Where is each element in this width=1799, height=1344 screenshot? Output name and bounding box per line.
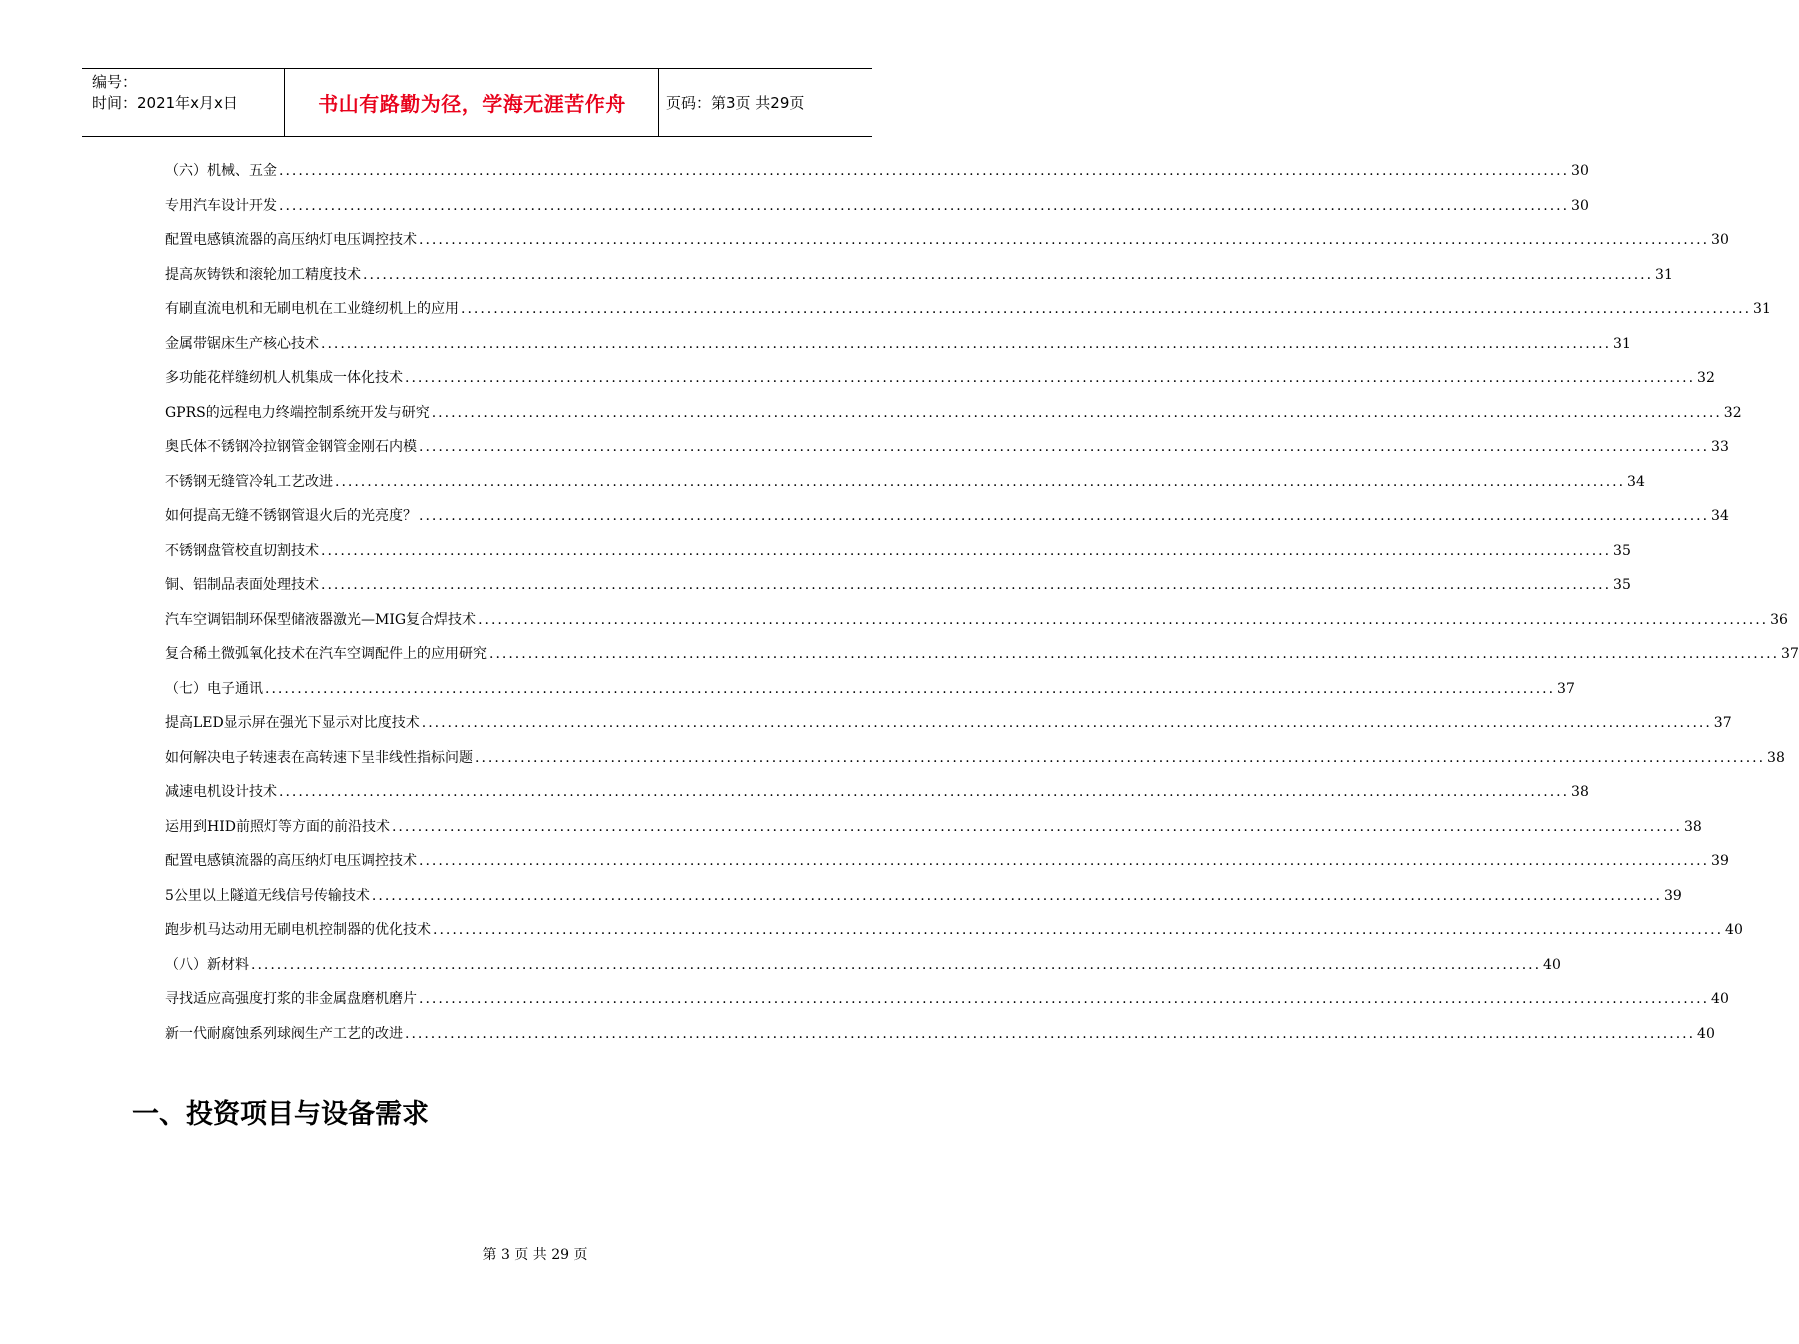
toc-entry-page: 35 — [1613, 542, 1631, 559]
toc-entry-page: 30 — [1571, 163, 1589, 179]
toc-entry[interactable] — [165, 641, 1799, 676]
section-heading: 一、投资项目与设备需求 — [132, 1099, 429, 1130]
toc-entry-label: （六）机械、五金 — [165, 163, 277, 179]
toc-entry[interactable] — [165, 538, 1631, 573]
toc-entry[interactable] — [165, 227, 1729, 262]
toc-entry-page: 37 — [1557, 680, 1575, 697]
toc-entry[interactable] — [165, 469, 1645, 504]
toc-entry-label: GPRS的远程电力终端控制系统开发与研究 — [165, 404, 430, 421]
toc-entry-page: 38 — [1767, 749, 1785, 766]
toc-entry-page: 35 — [1613, 577, 1631, 593]
toc-dot-leader: ........................................................................................................................................................................................................ — [419, 508, 1710, 524]
toc-dot-leader: ........................................................................................................................................................................................................ — [433, 922, 1724, 938]
header-motto: 书山有路勤为径，学海无涯苦作舟 — [318, 92, 626, 116]
toc-dot-leader: ........................................................................................................................................................................................................ — [265, 680, 1556, 697]
toc-entry-label: 如何提高无缝不锈钢管退火后的光亮度？ — [165, 508, 417, 524]
toc-dot-leader: ........................................................................................................................................................................................................ — [405, 1025, 1696, 1042]
toc-entry-page: 31 — [1655, 266, 1673, 283]
toc-entry[interactable] — [165, 745, 1785, 780]
toc-entry-label: 有刷直流电机和无刷电机在工业缝纫机上的应用 — [165, 301, 459, 317]
toc-dot-leader: ........................................................................................................................................................................................................ — [371, 887, 1662, 904]
toc-entry-page: 30 — [1711, 232, 1729, 248]
toc-entry[interactable] — [165, 710, 1732, 745]
toc-dot-leader: ........................................................................................................................................................................................................ — [363, 266, 1654, 283]
toc-dot-leader: ........................................................................................................................................................................................................ — [391, 818, 1683, 835]
toc-entry-label: 多功能花样缝纫机人机集成一体化技术 — [165, 370, 403, 386]
toc-entry-page: 33 — [1711, 439, 1729, 455]
toc-dot-leader: ........................................................................................................................................................................................................ — [478, 611, 1769, 628]
toc-dot-leader: ........................................................................................................................................................................................................ — [321, 542, 1612, 559]
page-header — [82, 68, 872, 137]
toc-entry-label: （七）电子通讯 — [165, 680, 263, 697]
toc-dot-leader: ........................................................................................................................................................................................................ — [489, 646, 1780, 662]
toc-entry-label: 跑步机马达动用无刷电机控制器的优化技术 — [165, 922, 431, 938]
header-divider — [658, 69, 659, 136]
toc-entry-page: 36 — [1770, 611, 1788, 628]
number-label: 编号： — [92, 73, 138, 91]
header-meta — [92, 72, 238, 114]
toc-entry-label: （八）新材料 — [165, 956, 249, 973]
toc-dot-leader: ........................................................................................................................................................................................................ — [419, 853, 1710, 869]
toc-dot-leader: ........................................................................................................................................................................................................ — [419, 439, 1710, 455]
toc-dot-leader: ........................................................................................................................................................................................................ — [475, 749, 1766, 766]
toc-entry[interactable] — [165, 572, 1631, 607]
toc-entry-label: 提高LED显示屏在强光下显示对比度技术 — [165, 715, 420, 731]
toc-entry-page: 31 — [1613, 335, 1631, 352]
toc-entry-page: 40 — [1543, 956, 1561, 973]
toc-entry[interactable] — [165, 917, 1743, 952]
toc-entry[interactable] — [165, 434, 1729, 469]
toc-entry-page: 38 — [1571, 784, 1589, 800]
toc-entry-label: 专用汽车设计开发 — [165, 197, 277, 214]
toc-entry[interactable] — [165, 883, 1682, 918]
toc-dot-leader: ........................................................................................................................................................................................................ — [279, 784, 1570, 800]
toc-entry-label: 如何解决电子转速表在高转速下呈非线性指标问题 — [165, 749, 473, 766]
header-divider — [284, 69, 285, 136]
toc-entry-page: 40 — [1725, 922, 1743, 938]
toc-entry-label: 运用到HID前照灯等方面的前沿技术 — [165, 818, 390, 835]
toc-entry[interactable] — [165, 193, 1589, 228]
toc-entry[interactable] — [165, 779, 1589, 814]
toc-entry[interactable] — [165, 986, 1729, 1021]
toc-dot-leader: ........................................................................................................................................................................................................ — [419, 991, 1710, 1007]
toc-entry-page: 34 — [1627, 473, 1645, 490]
toc-entry-label: 配置电感镇流器的高压纳灯电压调控技术 — [165, 853, 417, 869]
toc-entry[interactable] — [165, 676, 1575, 711]
toc-entry[interactable] — [165, 365, 1715, 400]
toc-entry-label: 提高灰铸铁和滚轮加工精度技术 — [165, 266, 361, 283]
toc-entry-label: 配置电感镇流器的高压纳灯电压调控技术 — [165, 232, 417, 248]
toc-entry-page: 40 — [1711, 991, 1729, 1007]
toc-entry-label: 汽车空调铝制环保型储液器激光—MIG复合焊技术 — [165, 611, 477, 628]
toc-entry-page: 38 — [1684, 818, 1702, 835]
toc-entry-page: 30 — [1571, 197, 1589, 214]
toc-entry-page: 37 — [1713, 715, 1732, 731]
toc-dot-leader: ........................................................................................................................................................................................................ — [251, 956, 1542, 973]
toc-entry-page: 34 — [1711, 508, 1729, 524]
toc-entry-page: 39 — [1663, 887, 1682, 904]
toc-dot-leader: ........................................................................................................................................................................................................ — [279, 163, 1570, 179]
toc-entry-label: 复合稀土微弧氧化技术在汽车空调配件上的应用研究 — [165, 646, 487, 662]
toc-dot-leader: ........................................................................................................................................................................................................ — [321, 335, 1612, 352]
toc-entry-page: 32 — [1697, 370, 1715, 386]
toc-entry-label: 寻找适应高强度打浆的非金属盘磨机磨片 — [165, 991, 417, 1007]
toc-dot-leader: ........................................................................................................................................................................................................ — [431, 404, 1722, 421]
toc-entry[interactable] — [165, 607, 1788, 642]
toc-entry[interactable] — [165, 1021, 1715, 1056]
time-label: 时间：2021年x月x日 — [92, 94, 238, 112]
toc-entry[interactable] — [165, 400, 1742, 435]
toc-entry-page: 32 — [1723, 404, 1742, 421]
toc-entry-label: 新一代耐腐蚀系列球阀生产工艺的改进 — [165, 1025, 403, 1042]
toc-entry-label: 不锈钢无缝管冷轧工艺改进 — [165, 473, 333, 490]
toc-entry[interactable] — [165, 503, 1729, 538]
toc-dot-leader: ........................................................................................................................................................................................................ — [279, 197, 1570, 214]
table-of-contents — [165, 158, 1799, 1055]
toc-entry-page: 39 — [1711, 853, 1729, 869]
toc-entry-label: 不锈钢盘管校直切割技术 — [165, 542, 319, 559]
toc-entry[interactable] — [165, 331, 1631, 366]
toc-dot-leader: ........................................................................................................................................................................................................ — [419, 232, 1710, 248]
toc-entry-label: 铜、铝制品表面处理技术 — [165, 577, 319, 593]
toc-entry[interactable] — [165, 262, 1673, 297]
toc-entry-label: 奥氏体不锈钢冷拉钢管金钢管金刚石内模 — [165, 439, 417, 455]
header-page-info: 页码：第3页 共29页 — [666, 94, 805, 112]
toc-dot-leader: ........................................................................................................................................................................................................ — [405, 370, 1696, 386]
toc-entry[interactable] — [165, 848, 1729, 883]
toc-entry-page: 40 — [1697, 1025, 1715, 1042]
toc-dot-leader: ........................................................................................................................................................................................................ — [321, 577, 1612, 593]
toc-entry[interactable] — [165, 296, 1771, 331]
toc-entry-label: 减速电机设计技术 — [165, 784, 277, 800]
toc-entry[interactable] — [165, 814, 1702, 849]
page-footer: 第 3 页 共 29 页 — [482, 1247, 588, 1263]
toc-entry[interactable] — [165, 158, 1589, 193]
toc-entry[interactable] — [165, 952, 1561, 987]
toc-entry-label: 5公里以上隧道无线信号传输技术 — [165, 887, 370, 904]
toc-entry-page: 31 — [1753, 301, 1771, 317]
toc-entry-page: 37 — [1781, 646, 1799, 662]
toc-dot-leader: ........................................................................................................................................................................................................ — [461, 301, 1752, 317]
toc-dot-leader: ........................................................................................................................................................................................................ — [335, 473, 1626, 490]
toc-dot-leader: ........................................................................................................................................................................................................ — [421, 715, 1712, 731]
toc-entry-label: 金属带锯床生产核心技术 — [165, 335, 319, 352]
